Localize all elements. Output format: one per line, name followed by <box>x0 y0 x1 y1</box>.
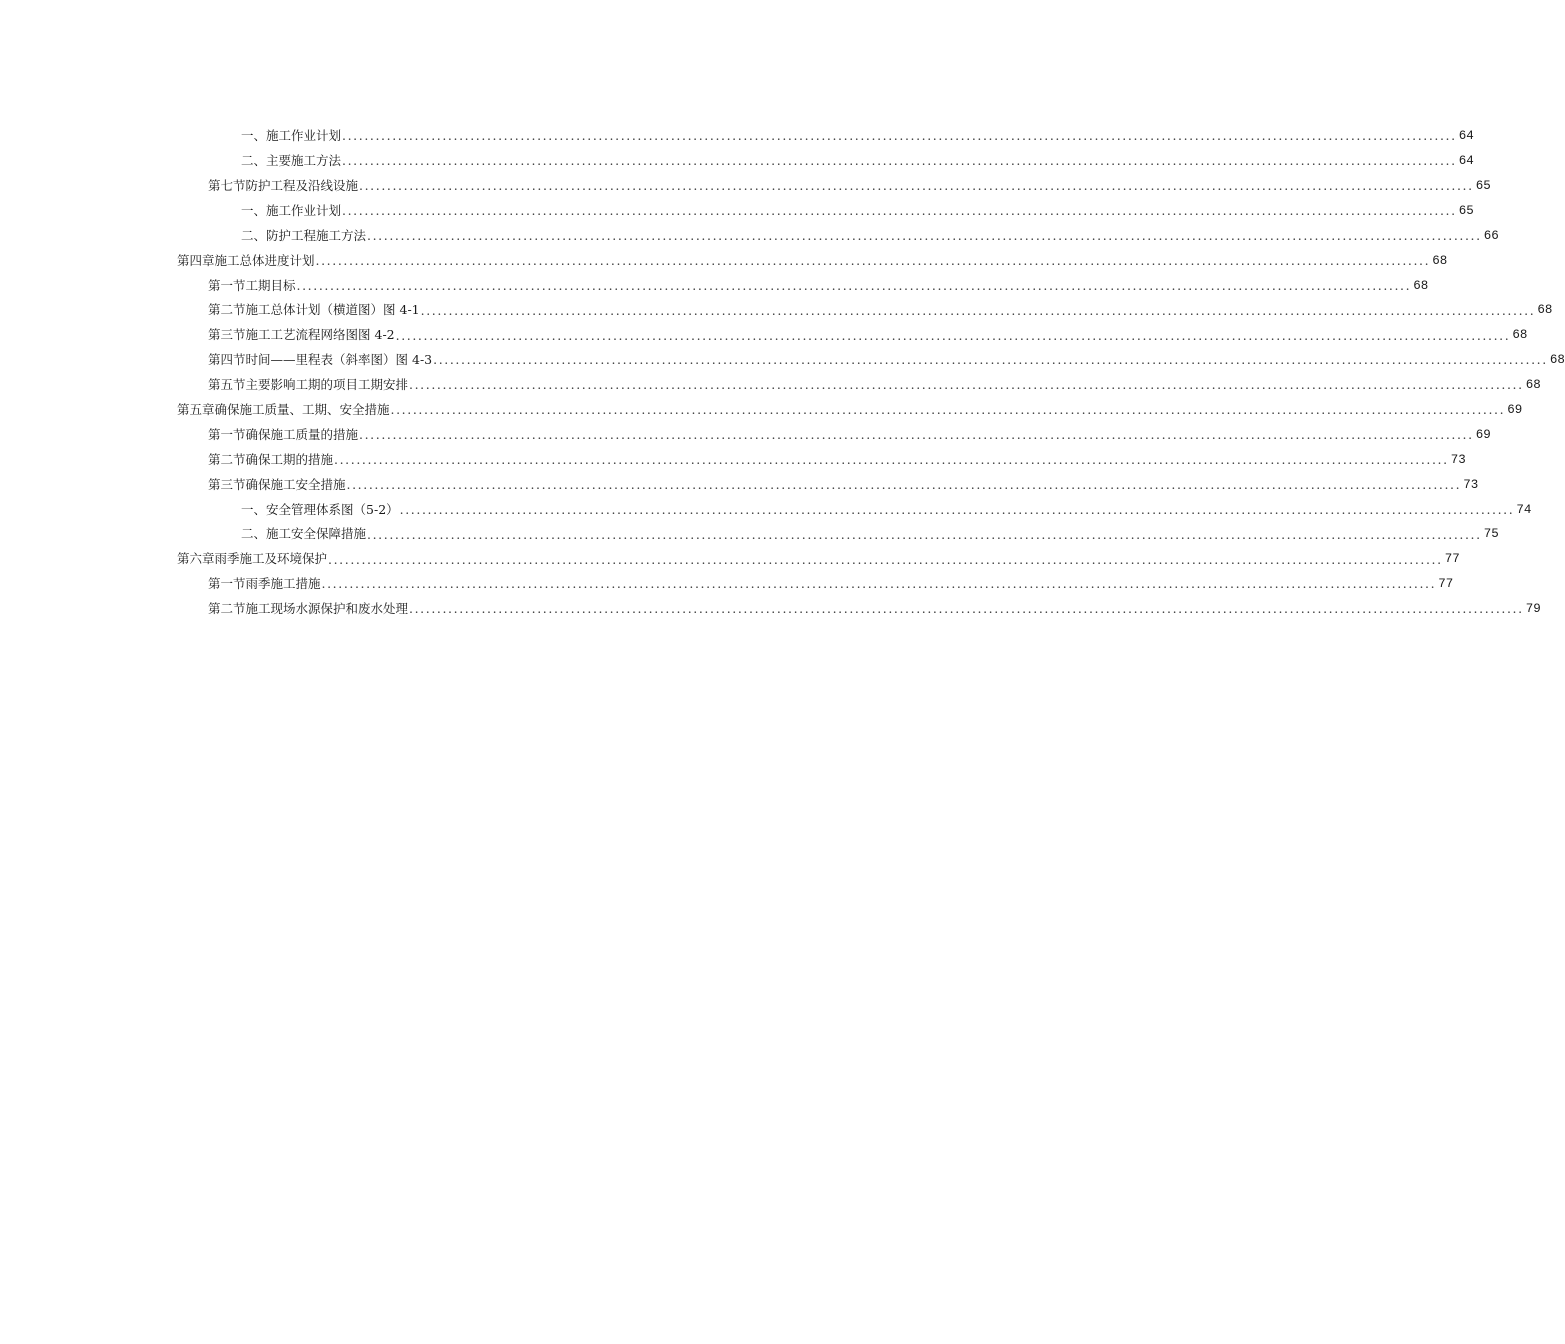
toc-dot-leader: ........................................................................................................................................................................................................ <box>433 352 1548 368</box>
toc-dot-leader: ........................................................................................................................................................................................................ <box>420 302 1536 318</box>
toc-entry[interactable] <box>0 522 1499 547</box>
toc-entry-title: 施工安全保障措施 <box>266 526 367 542</box>
toc-entry[interactable] <box>0 174 1491 199</box>
toc-entry-number: 二、 <box>241 227 267 243</box>
toc-entry-page: 69 <box>1507 402 1523 417</box>
toc-entry-number: 第四章 <box>177 252 215 268</box>
toc-entry-number: 第七节 <box>208 177 246 193</box>
toc-dot-leader: ........................................................................................................................................................................................................ <box>342 153 1457 169</box>
toc-entry-title: 施工现场水源保护和废水处理 <box>245 601 409 617</box>
toc-entry-number: 一、 <box>241 202 267 218</box>
toc-entry-title: 确保施工质量的措施 <box>245 426 359 442</box>
toc-entry-title: 主要施工方法 <box>266 153 342 169</box>
toc-entry-page: 69 <box>1475 427 1491 442</box>
toc-entry-page: 75 <box>1483 527 1499 542</box>
toc-entry[interactable] <box>0 597 1541 622</box>
toc-dot-leader: ........................................................................................................................................................................................................ <box>328 551 1443 567</box>
toc-entry-title: 施工作业计划 <box>266 202 342 218</box>
toc-entry-page: 65 <box>1458 203 1474 218</box>
toc-entry[interactable] <box>0 497 1532 522</box>
toc-entry-title: 施工作业计划 <box>266 128 342 144</box>
toc-entry-number: 一、 <box>241 128 267 144</box>
toc-entry-number: 二、 <box>241 526 267 542</box>
toc-entry-page: 73 <box>1450 452 1466 467</box>
toc-entry-number: 第五节 <box>208 377 246 393</box>
toc-dot-leader: ........................................................................................................................................................................................................ <box>399 501 1515 517</box>
toc-entry-page: 64 <box>1458 129 1474 144</box>
toc-dot-leader: ........................................................................................................................................................................................................ <box>367 526 1482 542</box>
toc-entry-number: 第二节 <box>208 302 246 318</box>
toc-entry-number: 第六章 <box>177 551 215 567</box>
toc-entry-number: 第二节 <box>208 451 246 467</box>
toc-entry-title: 施工工艺流程网络图图 4-2 <box>245 327 395 343</box>
toc-dot-leader: ........................................................................................................................................................................................................ <box>315 252 1431 268</box>
toc-entry-title: 防护工程施工方法 <box>266 227 367 243</box>
toc-entry-number: 第三节 <box>208 327 246 343</box>
toc-entry[interactable] <box>0 472 1479 497</box>
table-of-contents <box>0 124 1565 622</box>
toc-entry-page: 79 <box>1525 602 1541 617</box>
toc-entry-page: 66 <box>1483 228 1499 243</box>
toc-dot-leader: ........................................................................................................................................................................................................ <box>367 228 1482 243</box>
toc-entry-title: 确保施工质量、工期、安全措施 <box>214 401 390 417</box>
toc-dot-leader: ........................................................................................................................................................................................................ <box>395 327 1511 343</box>
toc-entry-title: 防护工程及沿线设施 <box>245 177 359 193</box>
toc-dot-leader: ........................................................................................................................................................................................................ <box>409 601 1524 617</box>
toc-entry[interactable] <box>0 373 1541 398</box>
toc-dot-leader: ........................................................................................................................................................................................................ <box>390 402 1506 418</box>
toc-entry-page: 77 <box>1444 552 1460 567</box>
toc-entry-number: 第四节 <box>208 352 246 368</box>
toc-dot-leader: ........................................................................................................................................................................................................ <box>342 203 1457 219</box>
toc-entry-title: 雨季施工及环境保护 <box>214 551 328 567</box>
toc-entry[interactable] <box>0 149 1474 174</box>
toc-entry-page: 73 <box>1463 477 1479 492</box>
toc-entry-page: 68 <box>1512 328 1528 343</box>
toc-entry-title: 工期目标 <box>245 277 296 293</box>
toc-entry-title: 时间——里程表（斜率图）图 4-3 <box>245 352 433 368</box>
toc-entry-page: 65 <box>1475 178 1491 193</box>
toc-entry-number: 一、 <box>241 501 267 517</box>
toc-entry-number: 第二节 <box>208 601 246 617</box>
toc-entry-page: 68 <box>1432 253 1448 268</box>
toc-entry-page: 68 <box>1413 278 1429 293</box>
toc-entry[interactable] <box>0 423 1491 448</box>
toc-entry-page: 68 <box>1537 303 1553 318</box>
toc-entry-page: 68 <box>1525 378 1541 393</box>
toc-entry-title: 施工总体进度计划 <box>214 252 315 268</box>
toc-dot-leader: ........................................................................................................................................................................................................ <box>359 178 1474 194</box>
toc-entry[interactable] <box>0 199 1474 224</box>
toc-dot-leader: ........................................................................................................................................................................................................ <box>321 576 1437 592</box>
toc-entry-title: 雨季施工措施 <box>245 576 321 592</box>
toc-entry-page: 77 <box>1438 577 1454 592</box>
toc-entry-title: 主要影响工期的项目工期安排 <box>245 377 409 393</box>
toc-entry[interactable] <box>0 273 1429 298</box>
toc-entry-page: 64 <box>1458 154 1474 169</box>
toc-entry-title: 确保施工安全措施 <box>245 476 346 492</box>
toc-entry[interactable] <box>0 348 1565 373</box>
toc-dot-leader: ........................................................................................................................................................................................................ <box>334 452 1449 468</box>
toc-entry-title: 施工总体计划（横道图）图 4-1 <box>245 302 420 318</box>
toc-dot-leader: ........................................................................................................................................................................................................ <box>359 427 1474 443</box>
toc-entry-page: 74 <box>1516 502 1532 517</box>
toc-entry[interactable] <box>0 398 1523 423</box>
toc-entry-number: 第一节 <box>208 426 246 442</box>
toc-entry[interactable] <box>0 448 1466 473</box>
toc-entry[interactable] <box>0 224 1499 249</box>
toc-entry-number: 第五章 <box>177 401 215 417</box>
toc-dot-leader: ........................................................................................................................................................................................................ <box>342 128 1457 144</box>
toc-dot-leader: ........................................................................................................................................................................................................ <box>409 377 1524 393</box>
toc-entry-number: 第一节 <box>208 576 246 592</box>
toc-dot-leader: ........................................................................................................................................................................................................ <box>296 277 1412 293</box>
toc-entry-page: 68 <box>1549 353 1565 368</box>
toc-entry[interactable] <box>0 124 1474 149</box>
toc-entry-title: 确保工期的措施 <box>245 451 334 467</box>
toc-entry-number: 第三节 <box>208 476 246 492</box>
toc-entry[interactable] <box>0 323 1528 348</box>
toc-entry-number: 第一节 <box>208 277 246 293</box>
toc-entry[interactable] <box>0 572 1454 597</box>
toc-entry[interactable] <box>0 298 1553 323</box>
toc-entry-title: 安全管理体系图（5-2） <box>266 501 399 517</box>
toc-dot-leader: ........................................................................................................................................................................................................ <box>346 476 1462 492</box>
toc-entry-number: 二、 <box>241 153 267 169</box>
toc-entry[interactable] <box>0 248 1448 273</box>
toc-entry[interactable] <box>0 547 1460 572</box>
